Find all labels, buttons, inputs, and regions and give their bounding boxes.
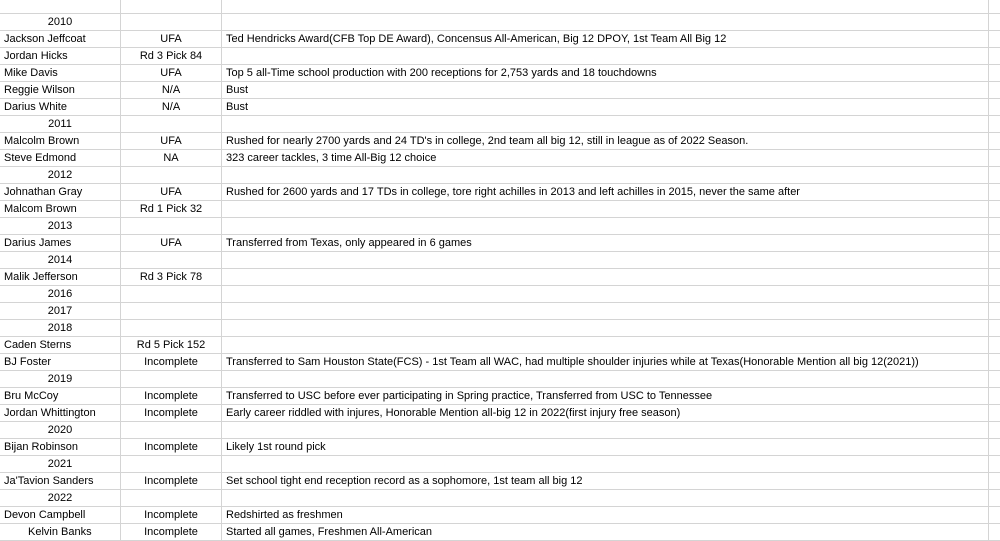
notes-cell[interactable] — [222, 252, 989, 268]
empty-cell[interactable] — [989, 82, 1000, 98]
notes-cell[interactable] — [222, 286, 989, 302]
empty-cell[interactable] — [989, 303, 1000, 319]
empty-cell[interactable] — [989, 184, 1000, 200]
empty-cell[interactable] — [989, 422, 1000, 438]
notes-cell[interactable] — [222, 303, 989, 319]
notes-cell[interactable]: Ted Hendricks Award(CFB Top DE Award), Concensus All-American, Big 12 DPOY, 1st Team All Big 12 — [222, 31, 989, 47]
draft-cell[interactable] — [121, 371, 222, 387]
empty-cell[interactable] — [989, 456, 1000, 472]
draft-cell[interactable] — [121, 218, 222, 234]
year-row — [0, 14, 1000, 31]
table-row — [0, 507, 1000, 524]
empty-cell[interactable] — [989, 252, 1000, 268]
table-row — [0, 337, 1000, 354]
draft-cell[interactable]: Incomplete — [121, 354, 222, 370]
draft-cell[interactable]: Rd 3 Pick 78 — [121, 269, 222, 285]
draft-cell[interactable]: Rd 5 Pick 152 — [121, 337, 222, 353]
name-cell[interactable]: Darius James — [0, 235, 121, 251]
draft-cell[interactable] — [121, 456, 222, 472]
draft-cell[interactable]: UFA — [121, 235, 222, 251]
empty-cell[interactable] — [989, 218, 1000, 234]
table-row — [0, 405, 1000, 422]
name-cell[interactable]: 2021 — [0, 456, 121, 472]
empty-cell[interactable] — [989, 320, 1000, 336]
table-row — [0, 99, 1000, 116]
notes-cell[interactable] — [222, 269, 989, 285]
name-cell[interactable]: 2016 — [0, 286, 121, 302]
notes-cell[interactable] — [222, 218, 989, 234]
draft-cell[interactable] — [121, 286, 222, 302]
table-row — [0, 235, 1000, 252]
name-cell[interactable]: 2020 — [0, 422, 121, 438]
year-row — [0, 116, 1000, 133]
notes-cell[interactable]: Started all games, Freshmen All-American — [222, 524, 989, 540]
table-row — [0, 201, 1000, 218]
notes-cell[interactable]: Set school tight end reception record as a sophomore, 1st team all big 12 — [222, 473, 989, 489]
name-cell[interactable]: 2011 — [0, 116, 121, 132]
draft-cell[interactable]: Incomplete — [121, 439, 222, 455]
notes-cell[interactable] — [222, 167, 989, 183]
year-row — [0, 303, 1000, 320]
name-cell[interactable]: 2018 — [0, 320, 121, 336]
name-cell[interactable]: 2022 — [0, 490, 121, 506]
empty-cell[interactable] — [989, 167, 1000, 183]
draft-cell[interactable] — [121, 303, 222, 319]
name-cell[interactable]: Malcom Brown — [0, 201, 121, 217]
notes-cell[interactable] — [222, 371, 989, 387]
table-row — [0, 439, 1000, 456]
notes-cell[interactable]: Rushed for nearly 2700 yards and 24 TD's in college, 2nd team all big 12, still in league as of 2022 Season. — [222, 133, 989, 149]
draft-cell[interactable]: Incomplete — [121, 507, 222, 523]
name-cell[interactable]: Jordan Hicks — [0, 48, 121, 64]
notes-cell[interactable] — [222, 456, 989, 472]
name-cell[interactable]: Ja'Tavion Sanders — [0, 473, 121, 489]
notes-cell[interactable] — [222, 14, 989, 30]
name-cell[interactable]: Malik Jefferson — [0, 269, 121, 285]
empty-cell[interactable] — [989, 405, 1000, 421]
name-cell[interactable]: 2013 — [0, 218, 121, 234]
table-row — [0, 184, 1000, 201]
notes-cell[interactable]: Top 5 all-Time school production with 200 receptions for 2,753 yards and 18 touchdowns — [222, 65, 989, 81]
empty-cell[interactable] — [989, 201, 1000, 217]
empty-cell[interactable] — [989, 490, 1000, 506]
empty-cell[interactable] — [989, 524, 1000, 540]
empty-cell[interactable] — [989, 31, 1000, 47]
table-row — [0, 133, 1000, 150]
draft-cell[interactable]: Incomplete — [121, 524, 222, 540]
draft-cell[interactable] — [121, 116, 222, 132]
name-cell[interactable]: Darius White — [0, 99, 121, 115]
table-row — [0, 31, 1000, 48]
draft-cell[interactable]: Rd 1 Pick 32 — [121, 201, 222, 217]
draft-cell[interactable] — [121, 320, 222, 336]
empty-cell[interactable] — [989, 473, 1000, 489]
empty-cell[interactable] — [989, 150, 1000, 166]
name-cell[interactable]: Caden Sterns — [0, 337, 121, 353]
name-cell[interactable]: 2017 — [0, 303, 121, 319]
notes-cell[interactable]: Likely 1st round pick — [222, 439, 989, 455]
notes-cell[interactable] — [222, 422, 989, 438]
name-cell[interactable] — [0, 0, 121, 13]
name-cell[interactable]: Reggie Wilson — [0, 82, 121, 98]
name-cell[interactable]: 2014 — [0, 252, 121, 268]
draft-cell[interactable] — [121, 0, 222, 13]
empty-cell[interactable] — [989, 133, 1000, 149]
table-row — [0, 269, 1000, 286]
notes-cell[interactable]: Rushed for 2600 yards and 17 TDs in college, tore right achilles in 2013 and left achilles in 2015, never the same after — [222, 184, 989, 200]
year-row — [0, 320, 1000, 337]
draft-cell[interactable] — [121, 422, 222, 438]
draft-cell[interactable]: UFA — [121, 184, 222, 200]
year-row — [0, 422, 1000, 439]
name-cell[interactable]: Bijan Robinson — [0, 439, 121, 455]
empty-cell[interactable] — [989, 269, 1000, 285]
name-cell[interactable]: Johnathan Gray — [0, 184, 121, 200]
table-row — [0, 388, 1000, 405]
empty-cell[interactable] — [989, 286, 1000, 302]
name-cell[interactable]: Steve Edmond — [0, 150, 121, 166]
notes-cell[interactable] — [222, 337, 989, 353]
year-row — [0, 371, 1000, 388]
draft-cell[interactable]: UFA — [121, 133, 222, 149]
empty-cell[interactable] — [989, 99, 1000, 115]
notes-cell[interactable] — [222, 490, 989, 506]
notes-cell[interactable]: Redshirted as freshmen — [222, 507, 989, 523]
notes-cell[interactable] — [222, 48, 989, 64]
year-row — [0, 490, 1000, 507]
empty-cell[interactable] — [989, 439, 1000, 455]
draft-cell[interactable] — [121, 167, 222, 183]
year-row — [0, 286, 1000, 303]
name-cell[interactable]: Bru McCoy — [0, 388, 121, 404]
name-cell[interactable]: Kelvin Banks — [0, 524, 121, 540]
draft-cell[interactable]: N/A — [121, 82, 222, 98]
draft-cell[interactable]: Incomplete — [121, 473, 222, 489]
notes-cell[interactable]: Bust — [222, 99, 989, 115]
empty-cell[interactable] — [989, 14, 1000, 30]
empty-cell[interactable] — [989, 116, 1000, 132]
name-cell[interactable]: 2012 — [0, 167, 121, 183]
draft-cell[interactable] — [121, 252, 222, 268]
notes-cell[interactable]: Transferred from Texas, only appeared in 6 games — [222, 235, 989, 251]
notes-cell[interactable]: 323 career tackles, 3 time All-Big 12 choice — [222, 150, 989, 166]
empty-cell[interactable] — [989, 354, 1000, 370]
empty-cell[interactable] — [989, 65, 1000, 81]
draft-cell[interactable]: Incomplete — [121, 405, 222, 421]
empty-cell[interactable] — [989, 0, 1000, 13]
draft-cell[interactable]: Incomplete — [121, 388, 222, 404]
empty-cell[interactable] — [989, 235, 1000, 251]
empty-cell[interactable] — [989, 371, 1000, 387]
empty-cell[interactable] — [989, 388, 1000, 404]
name-cell[interactable]: 2010 — [0, 14, 121, 30]
year-row — [0, 167, 1000, 184]
notes-cell[interactable] — [222, 116, 989, 132]
name-cell[interactable]: Jackson Jeffcoat — [0, 31, 121, 47]
year-row — [0, 456, 1000, 473]
name-cell[interactable]: 2019 — [0, 371, 121, 387]
notes-cell[interactable] — [222, 320, 989, 336]
name-cell[interactable]: Devon Campbell — [0, 507, 121, 523]
table-row — [0, 65, 1000, 82]
year-row — [0, 218, 1000, 235]
empty-cell[interactable] — [989, 337, 1000, 353]
notes-cell[interactable]: Transferred to USC before ever participating in Spring practice, Transferred from USC to Tennessee — [222, 388, 989, 404]
year-row — [0, 252, 1000, 269]
table-row — [0, 473, 1000, 490]
draft-cell[interactable]: UFA — [121, 31, 222, 47]
table-row — [0, 82, 1000, 99]
table-row — [0, 48, 1000, 65]
name-cell[interactable]: Jordan Whittington — [0, 405, 121, 421]
empty-cell[interactable] — [989, 507, 1000, 523]
draft-cell[interactable]: N/A — [121, 99, 222, 115]
draft-cell[interactable] — [121, 490, 222, 506]
notes-cell[interactable]: Bust — [222, 82, 989, 98]
draft-cell[interactable]: UFA — [121, 65, 222, 81]
draft-cell[interactable]: Rd 3 Pick 84 — [121, 48, 222, 64]
empty-cell[interactable] — [989, 48, 1000, 64]
table-row — [0, 0, 1000, 14]
table-row — [0, 354, 1000, 371]
name-cell[interactable]: Malcolm Brown — [0, 133, 121, 149]
name-cell[interactable]: Mike Davis — [0, 65, 121, 81]
draft-cell[interactable] — [121, 14, 222, 30]
notes-cell[interactable]: Early career riddled with injures, Honorable Mention all-big 12 in 2022(first injury free season) — [222, 405, 989, 421]
draft-cell[interactable]: NA — [121, 150, 222, 166]
table-row — [0, 150, 1000, 167]
notes-cell[interactable] — [222, 0, 989, 13]
notes-cell[interactable]: Transferred to Sam Houston State(FCS) - 1st Team all WAC, had multiple shoulder injuries while at Texas(Honorable Mention all big 12(2021)) — [222, 354, 989, 370]
name-cell[interactable]: BJ Foster — [0, 354, 121, 370]
notes-cell[interactable] — [222, 201, 989, 217]
